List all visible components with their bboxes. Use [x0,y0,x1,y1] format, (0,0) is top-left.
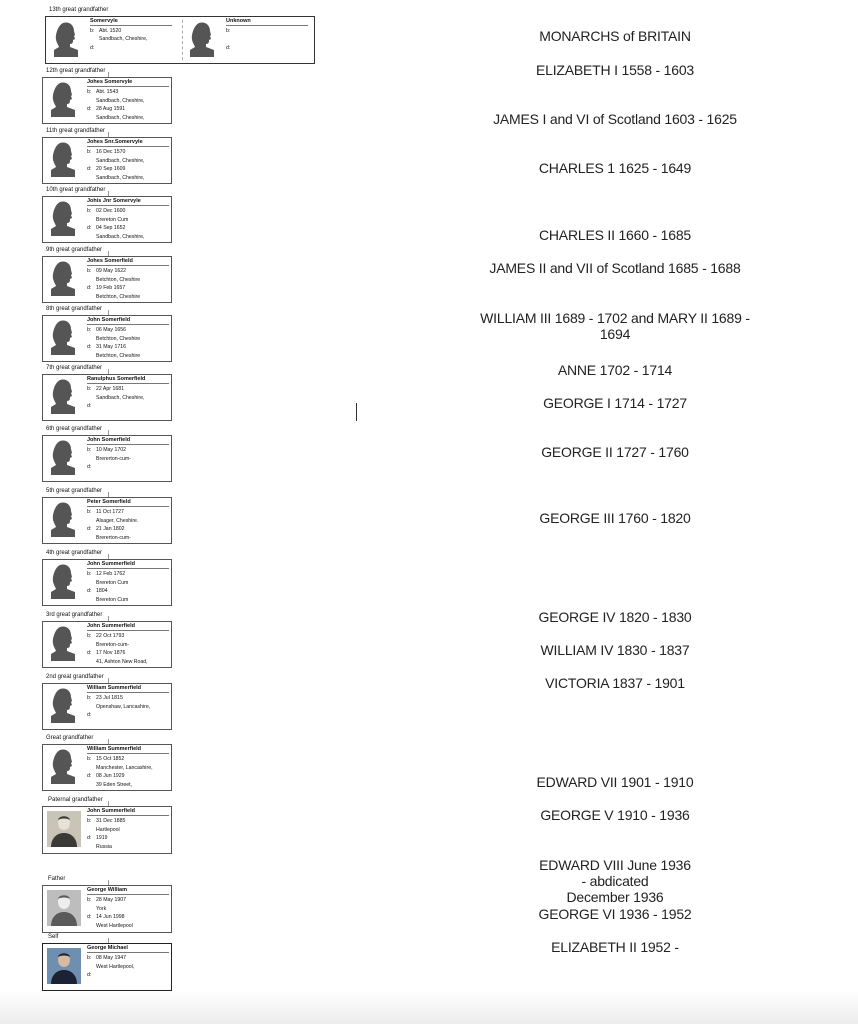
label-d: d: [87,712,92,718]
person-card[interactable] [42,315,172,362]
silhouette-icon [190,21,216,57]
person-name: Johes Snr.Somervyle [87,139,169,147]
birth-date: 22 Oct 1793 [96,633,125,639]
person-name: John Summerfield [87,808,169,816]
person-photo [47,948,81,984]
label-d: d: [87,588,92,594]
label-b: b: [87,208,92,214]
label-b: b: [87,897,92,903]
label-d: d: [87,285,92,291]
person-card-pair[interactable] [45,16,315,64]
birth-place: Alsager, Cheshire. [96,517,139,524]
person-name: Peter Somerfield [87,499,169,507]
person-card[interactable] [42,196,172,243]
label-d: d: [87,773,92,779]
silhouette-icon [51,748,77,784]
label-b: b: [87,149,92,155]
person-card[interactable] [42,806,172,854]
death-date: 20 Sep 1609 [96,166,126,172]
person-name: William Summerfield [87,746,169,754]
label-d: d: [90,45,95,51]
person-card[interactable] [42,621,172,668]
birth-date: 11 Oct 1727 [96,509,124,515]
silhouette-icon [51,439,77,475]
death-date: 21 Jan 1802 [96,526,125,532]
silhouette-icon [51,81,77,117]
birth-place: Brereton-cum- [96,641,130,648]
person-name: John Summerfield [87,561,169,569]
death-date: 1919 [96,835,108,841]
person-name: Ranulphus Somerfield [87,376,169,384]
death-date: 04 Sep 1652 [96,225,126,231]
person-card-somervyle[interactable] [46,17,180,63]
monarch-line: - abdicated [581,873,649,889]
monarch-line: VICTORIA 1837 - 1901 [545,675,685,691]
person-name: John Somerfield [87,437,169,445]
birth-place: Hartlepool [96,826,120,833]
death-place: Sandbach, Cheshire, [96,233,145,240]
person-card[interactable] [42,559,172,606]
silhouette-icon [51,563,77,599]
birth-date: 10 May 1702 [96,447,126,453]
monarch-line: WILLIAM IV 1830 - 1837 [540,642,690,658]
birth-place: Brererton-cum- [96,455,131,462]
label-b: b: [87,571,92,577]
person-photo [47,890,81,926]
monarch-line: GEORGE IV 1820 - 1830 [538,609,692,625]
label-b: b: [87,955,92,961]
monarch-line: GEORGE III 1760 - 1820 [539,510,691,526]
birth-place: Sandbach, Cheshire, [96,157,145,164]
silhouette-icon [51,141,77,177]
death-place: West Hartlepool [96,922,133,929]
person-name: George William [87,887,169,895]
generation-label: 2nd great grandfather [46,674,104,680]
generation-label: 7th great grandfather [46,365,103,371]
monarch-line: GEORGE II 1727 - 1760 [541,444,689,460]
monarch-line: EDWARD VIII June 1936 [539,857,691,873]
label-d: d: [87,344,92,350]
label-d: d: [87,835,92,841]
monarch-line: GEORGE I 1714 - 1727 [543,395,687,411]
death-date: 08 Jun 1929 [96,773,125,779]
birth-date: 12 Feb 1762 [96,571,126,577]
person-card[interactable] [42,885,172,933]
monarch-line: ELIZABETH II 1952 - [551,939,679,955]
label-b: b: [87,327,92,333]
silhouette-icon [51,319,77,355]
generation-label: 4th great grandfather [46,550,103,556]
label-b: b: [87,818,92,824]
person-name: Johes Somervyle [87,79,169,87]
birth-place: Sandbach, Cheshire, [96,394,145,401]
birth-place: Betchton, Cheshire [96,335,141,342]
monarch-line: JAMES II and VII of Scotland 1685 - 1688 [489,260,741,276]
generation-label: Great grandfather [46,735,94,741]
label-d: d: [87,225,92,231]
person-card[interactable] [42,943,172,991]
birth-date: 16 Dec 1570 [96,149,126,155]
birth-date: 06 May 1656 [96,327,126,333]
person-name: John Somerfield [87,317,169,325]
generation-label: 10th great grandfather [46,187,106,193]
death-place: 41, Ashton New Road, [96,658,148,665]
label-d: d: [87,526,92,532]
birth-date: 28 May 1907 [96,897,126,903]
birth-place: York [96,905,107,912]
death-date: 14 Jun 1998 [96,914,125,920]
generation-label: Paternal grandfather [48,797,103,803]
monarch-line: EDWARD VII 1901 - 1910 [536,774,694,790]
death-place: Brererton-cum- [96,534,131,541]
death-place: Brereton Cum [96,596,129,603]
silhouette-icon [51,687,77,723]
label-d: d: [87,650,92,656]
label-b: b: [87,268,92,274]
person-card[interactable] [42,683,172,730]
birth-date: 23 Jul 1815 [96,695,123,701]
birth-date: 15 Oct 1852 [96,756,125,762]
death-place: 39 Eden Street, [96,781,133,788]
generation-label: 8th great grandfather [46,306,103,312]
silhouette-icon [51,200,77,236]
generation-label: Self [48,934,59,940]
generation-label: 9th great grandfather [46,247,103,253]
label-b: b: [87,695,92,701]
monarch-line: 1694 [599,326,631,342]
birth-date: Abt. 1520 [99,28,122,34]
monarch-line: JAMES I and VI of Scotland 1603 - 1625 [493,111,737,127]
death-place: Betchton, Cheshire [96,352,141,359]
generation-label: 6th great grandfather [46,426,103,432]
death-place: Sandbach, Cheshire, [96,114,145,121]
monarch-line: GEORGE V 1910 - 1936 [540,807,690,823]
birth-place: Sandbach, Cheshire, [96,97,145,104]
generation-label: 13th great grandfather [49,7,109,13]
monarch-line: CHARLES 1 1625 - 1649 [538,160,692,176]
birth-place: Brereton Cum [96,579,129,586]
monarchs-heading: MONARCHS of BRITAIN [539,28,691,44]
monarchs-list [460,0,770,1000]
silhouette-icon [51,625,77,661]
monarch-line: CHARLES II 1660 - 1685 [538,227,692,243]
silhouette-icon [51,260,77,296]
death-place: Betchton, Cheshire [96,293,141,300]
monarch-line: GEORGE VI 1936 - 1952 [538,906,692,922]
generation-label: 12th great grandfather [46,68,106,74]
person-card[interactable] [42,435,172,482]
generation-label: Father [48,876,66,882]
person-card-unknown[interactable] [182,17,316,63]
birth-date: 02 Dec 1600 [96,208,126,214]
monarch-line: WILLIAM III 1689 - 1702 and MARY II 1689 - [480,310,750,326]
person-card[interactable] [42,374,172,421]
label-d: d: [87,106,92,112]
person-name: William Summerfield [87,685,169,693]
person-card[interactable] [42,77,172,124]
birth-date: Abt. 1543 [96,89,119,95]
death-place: Sandbach, Cheshire, [96,174,145,181]
label-d: d: [87,166,92,172]
birth-place: Brereton Cum [96,216,129,223]
label-b: b: [87,756,92,762]
birth-date: 22 Apr 1681 [96,386,124,392]
label-d: d: [87,972,92,978]
label-b: b: [87,633,92,639]
generation-label: 3rd great grandfather [46,612,103,618]
monarch-line: ANNE 1702 - 1714 [557,362,673,378]
person-name: Unknown [226,18,308,26]
label-d: d: [87,914,92,920]
person-name: John Summerfield [87,623,169,631]
generation-label: 5th great grandfather [46,488,103,494]
birth-place: Openshaw, Lancashire, [96,703,151,710]
silhouette-icon [54,21,80,57]
label-b: b: [87,447,92,453]
death-date: 19 Feb 1657 [96,285,126,291]
silhouette-icon [51,501,77,537]
label-d: d: [226,45,231,51]
monarch-line: ELIZABETH I 1558 - 1603 [535,62,695,78]
label-b: b: [90,28,95,34]
person-name: Somervyle [90,18,172,26]
person-card[interactable] [42,497,172,544]
death-date: 28 Aug 1591 [96,106,126,112]
label-b: b: [226,28,231,34]
label-b: b: [87,89,92,95]
birth-place: West Hartlepool, [96,963,135,970]
birth-place: Betchton, Cheshire [96,276,141,283]
label-d: d: [87,403,92,409]
death-date: 31 May 1716 [96,344,126,350]
person-card[interactable] [42,744,172,791]
death-date: 1804 [96,588,108,594]
monarch-line: December 1936 [566,889,664,905]
birth-date: 09 May 1622 [96,268,126,274]
person-card[interactable] [42,256,172,303]
death-date: 17 Nov 1876 [96,650,126,656]
person-name: Johes Somerfield [87,258,169,266]
person-name: Johis Jnr Somervyle [87,198,169,206]
text-cursor [356,403,357,421]
birth-place: Manchester, Lancashire, [96,764,153,771]
person-photo [47,811,81,847]
birth-date: 31 Dec 1885 [96,818,126,824]
person-card[interactable] [42,137,172,184]
birth-date: 08 May 1947 [96,955,126,961]
generation-label: 11th great grandfather [46,128,105,134]
label-b: b: [87,386,92,392]
label-b: b: [87,509,92,515]
label-d: d: [87,464,92,470]
person-name: George Michael [87,945,169,953]
death-place: Russia [96,843,112,850]
silhouette-icon [51,378,77,414]
birth-place: Sandbach, Cheshire, [99,36,148,42]
